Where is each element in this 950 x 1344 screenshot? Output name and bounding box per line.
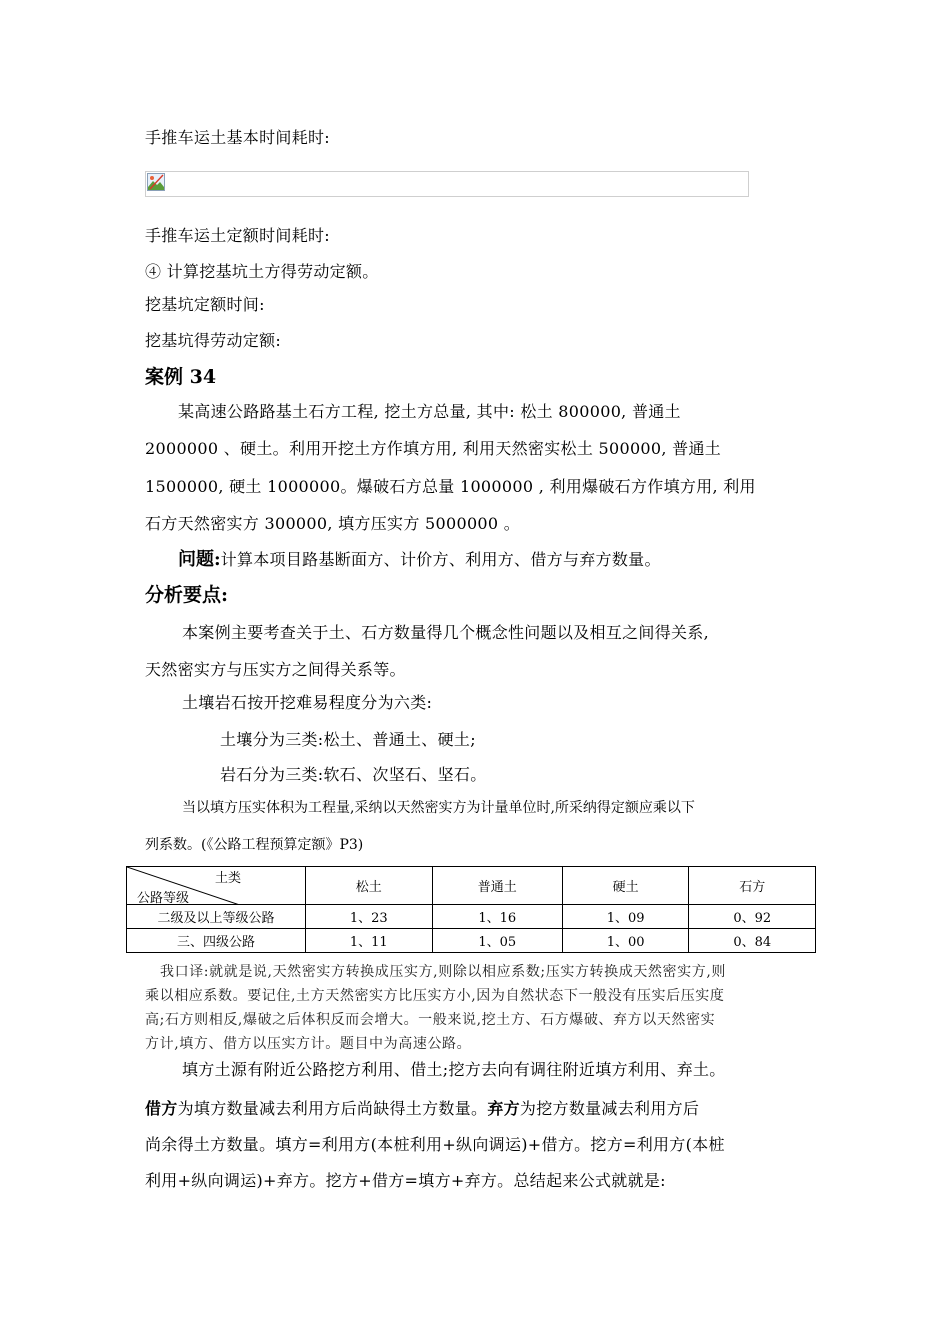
analysis-p5-line-1: 当以填方压实体积为工程量,采纳以天然密实方为计量单位时,所采纳得定额应乘以下 bbox=[182, 800, 695, 816]
table-header-cell: 硬土 bbox=[562, 867, 689, 905]
jie-label: 借方 bbox=[145, 1099, 178, 1118]
note-line-3: 高;石方则相反,爆破之后体积反而会增大。一般来说,挖土方、石方爆破、弃方以天然密实 bbox=[145, 1012, 716, 1028]
table-cell: 1、16 bbox=[432, 905, 562, 929]
note-line-1: 我口译:就就是说,天然密实方转换成压实方,则除以相应系数;压实方转换成天然密实方,则 bbox=[160, 964, 726, 980]
tail-line-2 bbox=[145, 1096, 699, 1119]
question bbox=[178, 545, 661, 571]
analysis-p1-line-1: 本案例主要考查关于土、石方数量得几个概念性问题以及相互之间得关系, bbox=[182, 623, 709, 642]
qi-text: 为挖方数量减去利用方后 bbox=[519, 1099, 700, 1118]
table-cell: 0、92 bbox=[689, 905, 816, 929]
image-placeholder bbox=[145, 171, 749, 197]
analysis-p5-line-2: 列系数。(《公路工程预算定额》P3) bbox=[145, 837, 364, 853]
note-line-2: 乘以相应系数。要记住,土方天然密实方比压实方小,因为自然状态下一般没有压实后压实度 bbox=[145, 988, 725, 1004]
analysis-p1-line-2: 天然密实方与压实方之间得关系等。 bbox=[145, 660, 406, 679]
line-step-4: ④ 计算挖基坑土方得劳动定额。 bbox=[145, 262, 379, 281]
table-header-cell: 松土 bbox=[306, 867, 433, 905]
case-para-line-2: 2000000 、硬土。利用开挖土方作填方用, 利用天然密实松土 500000, 普通土 bbox=[145, 439, 722, 458]
table-cell: 1、23 bbox=[306, 905, 433, 929]
coefficient-table bbox=[126, 866, 816, 953]
note-line-4: 方计,填方、借方以压实方计。题目中为高速公路。 bbox=[145, 1036, 472, 1052]
jie-text: 为填方数量减去利用方后尚缺得土方数量。 bbox=[177, 1099, 488, 1118]
table-row bbox=[127, 905, 816, 929]
table-cell: 0、84 bbox=[689, 929, 816, 953]
table-row bbox=[127, 929, 816, 953]
line-pit-time: 挖基坑定额时间: bbox=[145, 295, 265, 314]
line-quota-time: 手推车运土定额时间耗时: bbox=[145, 226, 330, 245]
table-cell: 1、00 bbox=[562, 929, 689, 953]
case-para-line-4: 石方天然密实方 300000, 填方压实方 5000000 。 bbox=[145, 514, 521, 533]
analysis-p4: 岩石分为三类:软石、次坚石、坚石。 bbox=[220, 765, 487, 784]
table-header-cell: 石方 bbox=[689, 867, 816, 905]
table-cell: 1、05 bbox=[432, 929, 562, 953]
table-row-label: 二级及以上等级公路 bbox=[127, 905, 306, 929]
case-para-line-1: 某高速公路路基土石方工程, 挖土方总量, 其中: 松土 800000, 普通土 bbox=[178, 402, 681, 421]
case-para-line-3: 1500000, 硬土 1000000。爆破石方总量 1000000 , 利用爆破石方作填方用, 利用 bbox=[145, 477, 756, 496]
corner-bottom-label: 公路等级 bbox=[137, 891, 190, 906]
table-cell: 1、09 bbox=[562, 905, 689, 929]
analysis-p2: 土壤岩石按开挖难易程度分为六类: bbox=[182, 693, 433, 712]
line-pit-quota: 挖基坑得劳动定额: bbox=[145, 331, 282, 350]
table-corner-cell bbox=[127, 867, 306, 905]
question-text: 计算本项目路基断面方、计价方、利用方、借方与弃方数量。 bbox=[220, 550, 661, 569]
table-header-cell: 普通土 bbox=[432, 867, 562, 905]
analysis-title: 分析要点: bbox=[145, 584, 229, 606]
table-cell: 1、11 bbox=[306, 929, 433, 953]
tail-line-3: 尚余得土方数量。填方=利用方(本桩利用+纵向调运)+借方。挖方=利用方(本桩 bbox=[145, 1135, 725, 1154]
tail-line-1: 填方土源有附近公路挖方利用、借土;挖方去向有调往附近填方利用、弃土。 bbox=[182, 1060, 726, 1079]
analysis-p3: 土壤分为三类:松土、普通土、硬土; bbox=[220, 730, 476, 749]
table-row-label: 三、四级公路 bbox=[127, 929, 306, 953]
tail-line-4: 利用+纵向调运)+弃方。挖方+借方=填方+弃方。总结起来公式就就是: bbox=[145, 1171, 666, 1190]
table-header-row bbox=[127, 867, 816, 905]
broken-image-icon bbox=[147, 173, 165, 191]
line-basic-time: 手推车运土基本时间耗时: bbox=[145, 128, 330, 147]
case-title: 案例 34 bbox=[145, 366, 217, 388]
qi-label: 弃方 bbox=[487, 1099, 520, 1118]
corner-top-label: 土类 bbox=[215, 871, 242, 886]
question-label: 问题: bbox=[178, 549, 221, 570]
